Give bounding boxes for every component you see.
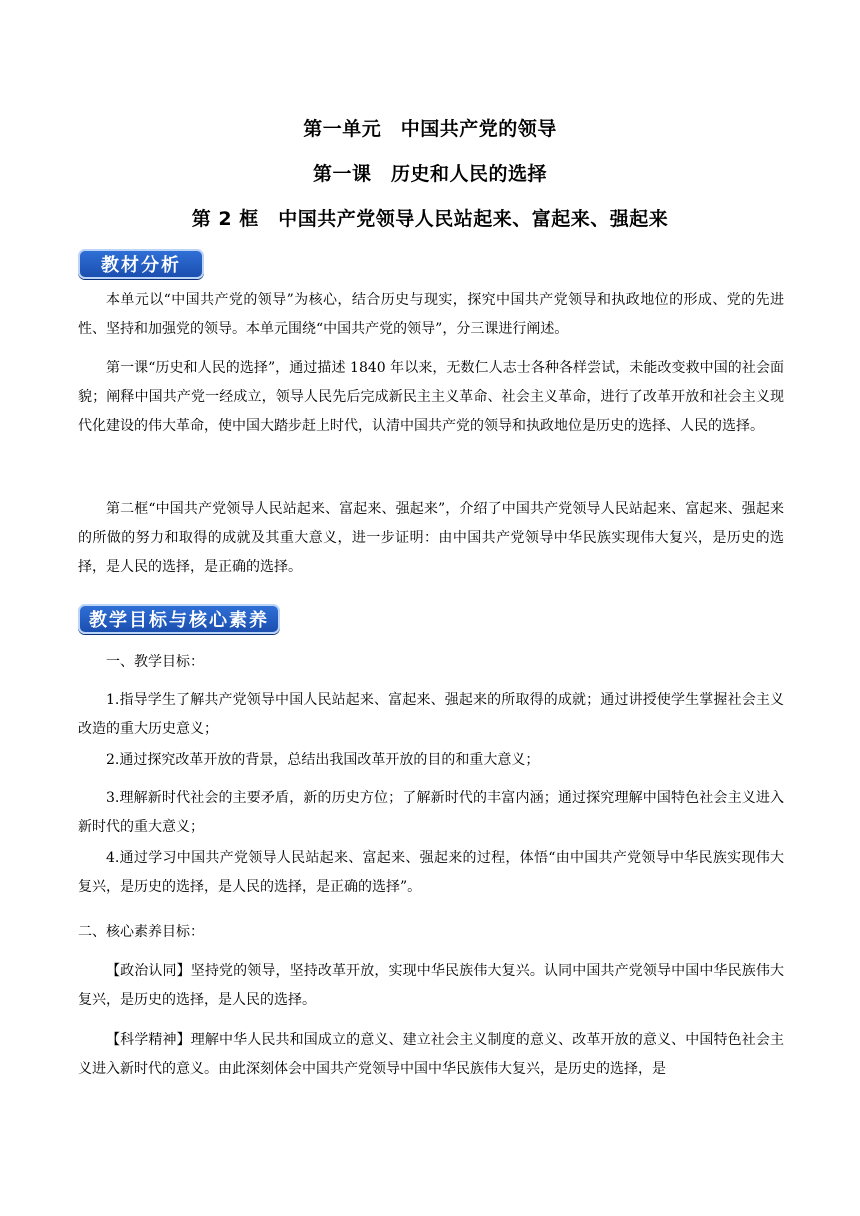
analysis-section-badge: 教材分析: [78, 249, 204, 279]
analysis-paragraph: 本单元以“中国共产党的领导”为核心，结合历史与现实，探究中国共产党领导和执政地位的形成、党的先进性、坚持和加强党的领导。本单元围绕“中国共产党的领导”，分三课进行阐述。: [78, 292, 784, 337]
lesson-title: 第一课 历史和人民的选择: [312, 163, 547, 185]
analysis-paragraph: 第二框“中国共产党领导人民站起来、富起来、强起来”，介绍了中国共产党领导人民站起来、富起来、强起来的所做的努力和取得的成就及其重大意义，进一步证明：由中国共产党领导中华民族实现伟大复兴，是历史的选择，是人民的选择，是正确的选择。: [78, 501, 784, 575]
core-literacy-heading: 二、核心素养目标：: [78, 924, 204, 940]
teaching-goal-item: 1.指导学生了解共产党领导中国人民站起来、富起来、强起来的所取得的成就；通过讲授使学生掌握社会主义改造的重大历史意义；: [78, 692, 784, 737]
analysis-paragraph: 第一课“历史和人民的选择”，通过描述 1840 年以来，无数仁人志士各种各样尝试，未能改变救中国的社会面貌；阐释中国共产党一经成立，领导人民先后完成新民主主义革命、社会主义革命，进行了改革开放和社会主义现代化建设的伟大革命，使中国大踏步赶上时代，认清中国共产党的领导和执政地位是历史的选择、人民的选择。: [78, 360, 784, 434]
frame-title: 第 2 框 中国共产党领导人民站起来、富起来、强起来: [191, 208, 669, 230]
goals-section-badge: 教学目标与核心素养: [78, 604, 280, 634]
teaching-goal-item: 3.理解新时代社会的主要矛盾，新的历史方位；了解新时代的丰富内涵；通过探究理解中国特色社会主义进入新时代的重大意义；: [78, 790, 784, 835]
teaching-goals-heading: 一、教学目标：: [106, 654, 204, 670]
teaching-goal-item: 2.通过探究改革开放的背景，总结出我国改革开放的目的和重大意义；: [106, 752, 540, 768]
core-literacy-item: 【政治认同】坚持党的领导，坚持改革开放，实现中华民族伟大复兴。认同中国共产党领导中国中华民族伟大复兴，是历史的选择，是人民的选择。: [78, 963, 784, 1008]
unit-title: 第一单元 中国共产党的领导: [303, 118, 557, 140]
core-literacy-item: 【科学精神】理解中华人民共和国成立的意义、建立社会主义制度的意义、改革开放的意义、中国特色社会主义进入新时代的意义。由此深刻体会中国共产党领导中国中华民族伟大复兴，是历史的选择，是: [78, 1032, 784, 1077]
teaching-goal-item: 4.通过学习中国共产党领导人民站起来、富起来、强起来的过程，体悟“由中国共产党领导中华民族实现伟大复兴，是历史的选择，是人民的选择，是正确的选择”。: [78, 850, 784, 895]
